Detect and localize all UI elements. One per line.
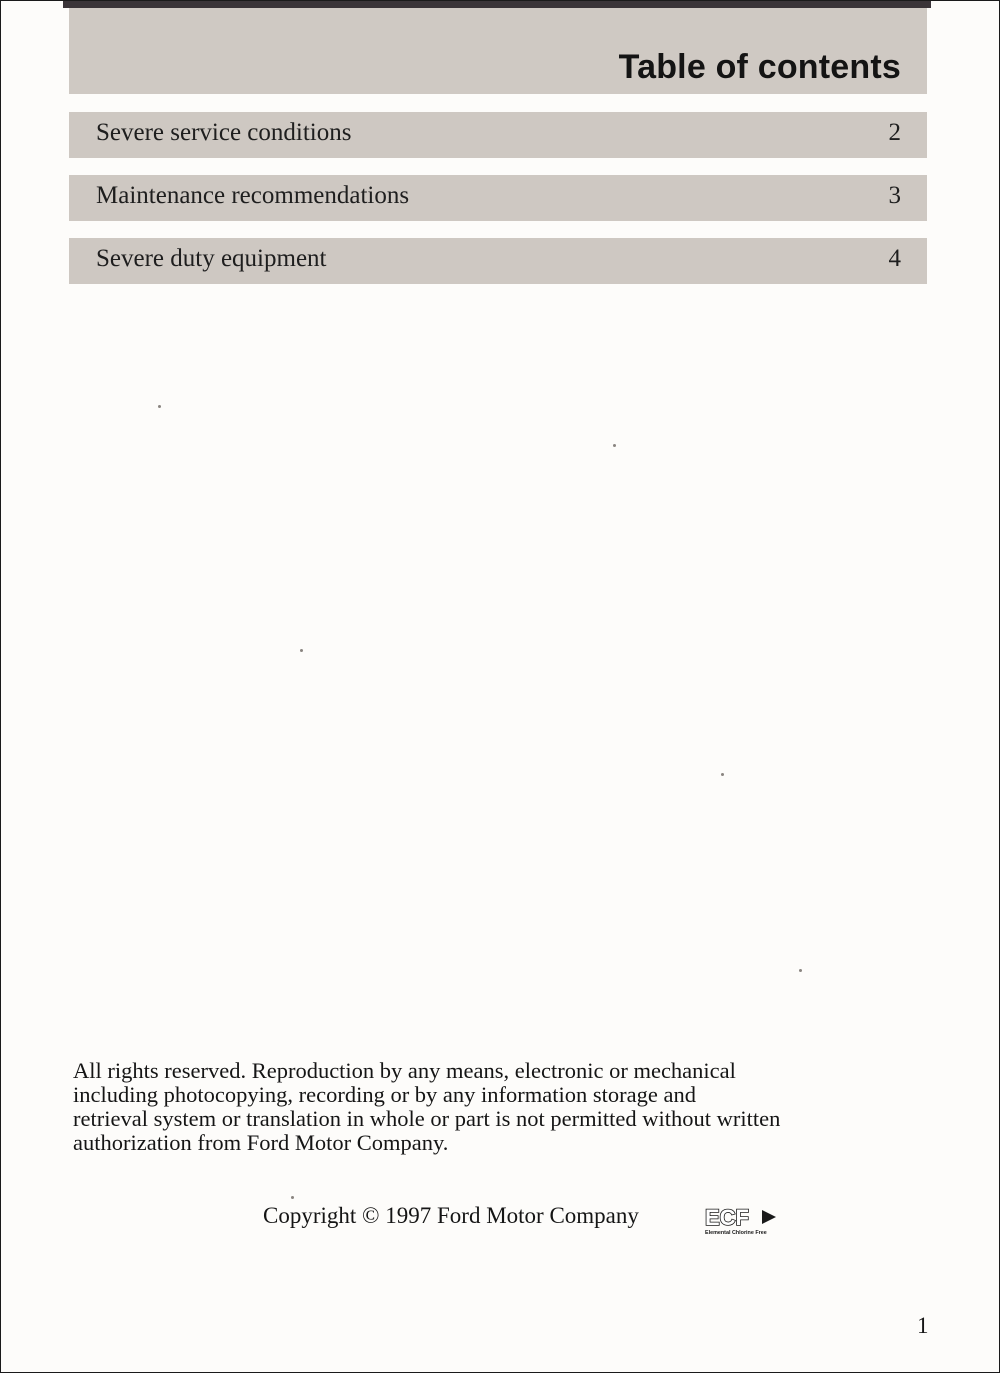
toc-entry-page: 2 [888,119,901,146]
toc-entry-label: Severe service conditions [96,119,352,146]
toc-entry-label: Maintenance recommendations [96,182,410,209]
scan-speck [300,649,303,652]
header-band [69,8,927,94]
rights-line: All rights reserved. Reproduction by any means, electronic or mechanical [73,1058,736,1083]
rights-line: including photocopying, recording or by any information storage and [73,1082,696,1107]
ecf-logo-mark: ECF [705,1205,749,1230]
top-edge-strip [63,1,931,8]
scan-speck [613,444,616,447]
toc-entry[interactable] [69,175,927,221]
toc-entry[interactable] [69,238,927,284]
scan-speck [799,969,802,972]
scan-speck [291,1196,294,1199]
ecf-logo-icon [704,1204,782,1236]
copyright-line: Copyright © 1997 Ford Motor Company [263,1203,639,1228]
toc-entry-label: Severe duty equipment [96,245,327,272]
toc-entry[interactable] [69,112,927,158]
toc-entry-page: 4 [888,245,901,272]
page-title: Table of contents [618,48,901,86]
scan-speck [721,773,724,776]
toc-entry-page: 3 [888,182,901,209]
rights-notice [73,1059,933,1155]
ecf-logo-caption: Elemental Chlorine Free [705,1230,767,1236]
page-number: 1 [917,1313,929,1338]
rights-line: retrieval system or translation in whole or part is not permitted without written [73,1106,781,1131]
rights-line: authorization from Ford Motor Company. [73,1130,449,1155]
scan-speck [158,405,161,408]
leaf-arrow-icon [762,1210,776,1224]
